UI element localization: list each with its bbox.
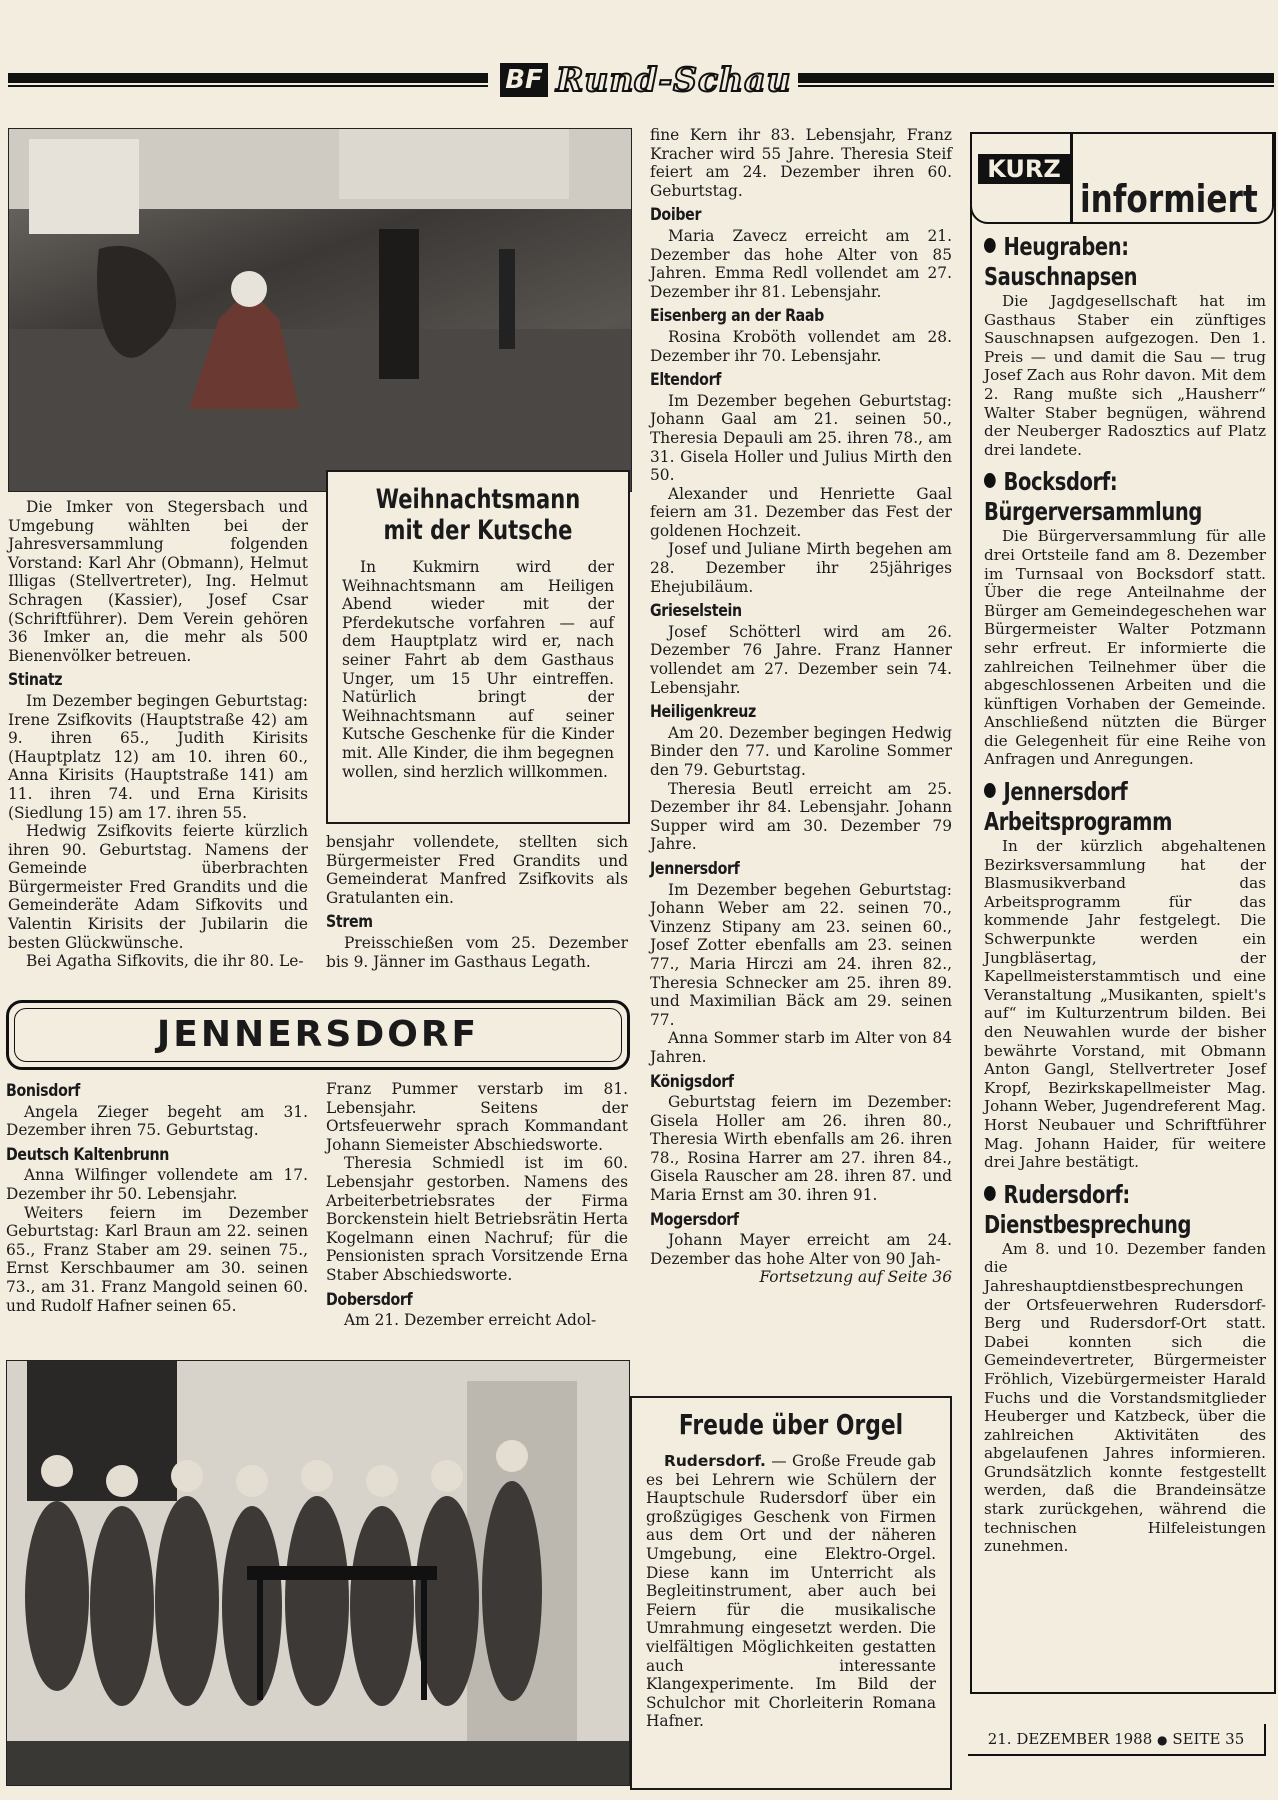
heading-doiber: Doiber <box>650 205 702 225</box>
heading-bonisdorf: Bonisdorf <box>6 1081 80 1100</box>
masthead-title: Rund-Schau <box>556 60 792 99</box>
kurz-item-heugraben-text: Die Jagdgesellschaft hat im Gasthaus Staber ein zünftiges Sauschnapsen aufgezogen. Den 1. Preis — und damit die Sau — trug Josef Zach aus Rohr davon. Mit dem 2. Rang mußte sich „Hausherr“ Walter Staber begnügen, während der Neuberger Radosztics auf Platz drei landete. <box>984 292 1266 459</box>
jennersdorf-banner <box>6 1000 630 1070</box>
stinatz-continuation: bensjahr vollendete, stellten sich Bürgermeister Fred Grandits und Gemeinderat Manfred Zsifkovits als Gratulanten ein. <box>326 833 628 907</box>
grieselstein-p: Josef Schötterl wird am 26. Dezember 76 Jahre. Franz Hanner vollendet am 27. Dezember sein 74. Lebensjahr. <box>650 622 952 697</box>
eltendorf-p2: Alexander und Henriette Gaal feiern am 31. Dezember das Fest der goldenen Hochzeit. <box>650 484 952 540</box>
orgel-title: Freude über Orgel <box>678 1408 904 1441</box>
bonisdorf-p: Angela Zieger begeht am 31. Dezember ihren 75. Geburtstag. <box>6 1102 308 1140</box>
eltendorf-p3: Josef und Juliane Mirth begehen am 28. Dezember ihr 25jähriges Ehejubiläum. <box>650 540 952 596</box>
col2b-p1: Franz Pummer verstarb im 81. Lebensjahr. Seitens der Ortsfeuerwehr sprach Kommandant Johann Siemeister Abschiedsworte. <box>326 1080 628 1154</box>
masthead-logo: BF <box>500 63 548 97</box>
orgel-box <box>630 1396 952 1790</box>
kurz-informiert-box <box>970 132 1276 1694</box>
dk-p1: Anna Wilfinger vollendete am 17. Dezember ihr 50. Lebensjahr. <box>6 1166 308 1203</box>
kurz-item-rudersdorf-h1-text: Rudersdorf: <box>1003 1179 1130 1209</box>
kurz-item-rudersdorf-h2: Dienstbesprechung <box>984 1209 1192 1239</box>
strem-p: Preisschießen vom 25. Dezember bis 9. Jänner im Gasthaus Legath. <box>326 933 628 971</box>
dobersdorf-p: Am 21. Dezember erreicht Adol- <box>344 1311 597 1330</box>
kurz-item-bocksdorf-h1-text: Bocksdorf: <box>1003 467 1118 497</box>
photo-schulchor-image <box>7 1361 629 1785</box>
heading-deutsch-kaltenbrunn: Deutsch Kaltenbrunn <box>6 1144 170 1164</box>
kurz-item-heugraben-h2: Sauschnapsen <box>984 262 1138 291</box>
jennersdorf-banner-text: JENNERSDORF <box>156 1014 480 1055</box>
heading-strem: Strem <box>326 912 373 932</box>
col2b-p2: Theresia Schmiedl ist im 60. Lebensjahr gestorben. Namens des Arbeiterbetriebsrates der Firma Borckenstein hielt Betriebsrätin Herta Kogelmann einen Nachruf; für die Pensionisten sprach Vorsitzende Erna Staber Abschiedsworte. <box>326 1154 628 1284</box>
heading-koenigsdorf: Königsdorf <box>650 1071 734 1091</box>
stinatz-p1: Im Dezember begingen Geburtstag: Irene Zsifkovits (Hauptstraße 42) am 9. ihren 65., Judith Kirisits (Hauptplatz 12) am 10. ihren 60., Anna Kirisits (Hauptstraße 141) am 11. ihren 74. und Erna Kirisits (Siedlung 15) am 17. ihren 55. <box>8 691 308 822</box>
kurz-item-jennersdorf-h1-text: Jennersdorf <box>1003 777 1128 807</box>
kurz-item-bocksdorf-h1 <box>984 467 1204 497</box>
jennersdorf-p1: Im Dezember begehen Geburtstag: Johann Weber am 22. seinen 70., Vinzenz Stipany am 23. seinen 60., Josef Zotter ebenfalls am 23. seinen 77., Maria Hirczi am 24. ihren 82., Theresia Schnecker am 25. ihren 89. und Maximilian Bäck am 29. seinen 77. <box>650 880 952 1029</box>
eisenberg-p: Rosina Kroböth vollendet am 28. Dezember ihr 70. Lebensjahr. <box>650 327 952 365</box>
bullet-icon <box>984 783 996 798</box>
bullet-icon <box>984 238 996 253</box>
heiligenkreuz-p1: Am 20. Dezember begingen Hedwig Binder den 77. und Karoline Sommer den 79. Geburtstag. <box>650 723 952 779</box>
eltendorf-p1: Im Dezember begehen Geburtstag: Johann Gaal am 21. seinen 50., Theresia Depauli am 25. ihren 78., am 31. Gisela Holler und Julius Mirth den 50. <box>650 391 952 485</box>
imker-intro: Die Imker von Stegersbach und Umgebung wählten bei der Jahresversammlung folgenden Vorstand: Karl Ahr (Obmann), Helmut Illigas (Stellvertreter), Ing. Helmut Schragen (Kassier), Josef Csar (Schriftführer). Dem Verein gehören 36 Imker an, die mehr als 500 Bienenvölker betreuen. <box>8 498 308 665</box>
footer-date: 21. DEZEMBER 1988 <box>987 1730 1153 1748</box>
heading-grieselstein: Grieselstein <box>650 601 742 621</box>
column-2-top <box>326 833 628 971</box>
photo-schulchor <box>6 1360 630 1786</box>
weihnachtsmann-title-1: Weihnachtsmann <box>375 484 581 515</box>
bullet-icon <box>984 1186 996 1201</box>
kurz-item-bocksdorf-h2: Bürgerversammlung <box>984 497 1202 527</box>
kurz-item-rudersdorf-text: Am 8. und 10. Dezember fanden die Jahreshauptdienstbesprechungen der Ortsfeuerwehren Rudersdorf-Berg und Rudersdorf-Ort statt. Dabei konnten sich die Gemeindevertreter, Bürgermeister Fröhlich, Vizebürgermeister Harald Fuchs und die Vorstandsmitglieder Heuberger und Katzbeck, über die zahlreichen Aktivitäten des abgelaufenen Jahres informieren. Grundsätzlich konnte festgestellt werden, daß die Brandeinsätze stark zurückgehen, während die technischen Hilfeleistungen zunehmen. <box>984 1239 1266 1556</box>
orgel-text <box>646 1452 936 1731</box>
doiber-p: Maria Zavecz erreicht am 21. Dezember das hohe Alter von 85 Jahren. Emma Redl vollendet am 27. Dezember ihr 81. Lebensjahr. <box>650 226 952 301</box>
bullet-icon <box>984 473 996 488</box>
kurz-item-bocksdorf-text: Die Bürgerversammlung für alle drei Ortsteile fand am 8. Dezember im Turnsaal von Bocksdorf statt. Über die rege Anteilnahme der Bürger am Gemeindegeschehen war Bürgermeister Walter Potzmann sehr erfreut. Er informierte die zahlreichen Teilnehmer über die abgeschlossenen Arbeiten und die künftigen Vorhaben der Gemeinde. Anschließend nützten die Bürger die Gelegenheit für eine Reihe von Anfragen und Anregungen. <box>984 527 1266 769</box>
kurz-item-rudersdorf <box>984 1180 1266 1556</box>
heading-eisenberg: Eisenberg an der Raab <box>650 306 824 326</box>
mogersdorf-p: Johann Mayer erreicht am 24. Dezember das hohe Alter von 90 Jah- <box>650 1231 952 1268</box>
masthead <box>8 60 1274 100</box>
weihnachtsmann-text: In Kukmirn wird der Weihnachtsmann am Heiligen Abend wieder mit der Pferdekutsche vorfahren — auf dem Hauptplatz wird er, nach seiner Fahrt ab dem Gasthaus Unger, um 15 Uhr eintreffen. Natürlich bringt der Weihnachtsmann auf seiner Kutsche Geschenke für die Kinder mit. Alle Kinder, die ihm begegnen wollen, sind herzlich willkommen. <box>342 558 614 781</box>
heading-eltendorf: Eltendorf <box>650 370 722 390</box>
kurz-item-jennersdorf-h2: Arbeitsprogramm <box>984 807 1173 837</box>
koenigsdorf-p: Geburtstag feiern im Dezember: Gisela Holler am 26. ihren 80., Theresia Wirth ebenfalls am 26. ihren 78., Rosina Harrer am 27. ihren 84., Gisela Rauscher am 28. ihren 87. und Maria Ernst am 30. ihren 91. <box>650 1093 952 1205</box>
kurz-item-rudersdorf-h1 <box>984 1180 1204 1210</box>
column-3 <box>650 126 952 1287</box>
kurz-item-bocksdorf <box>984 467 1266 769</box>
photo-weihnachtsmann <box>8 128 632 492</box>
col3-continuation: fine Kern ihr 83. Lebensjahr, Franz Kracher wird 55 Jahre. Theresia Steif feiert am 24. Dezember ihren 60. Geburtstag. <box>650 126 952 200</box>
orgel-text-body: — Große Freude gab es bei Lehrern wie Schülern der Hauptschule Rudersdorf über ein großzügiges Geschenk von Firmen aus dem Ort und der näheren Umgebung, eine Elektro-Orgel. Diese kann im Unterricht als Begleitinstrument, aber auch bei Feiern für die musikalische Umrahmung eingesetzt werden. Die vielfältigen Möglichkeiten gestatten auch interessante Klangexperimente. Im Bild der Schulchor mit Chorleiterin Romana Hafner. <box>646 1452 936 1731</box>
kurz-item-heugraben <box>984 232 1266 459</box>
informiert-label: informiert <box>1080 177 1258 221</box>
stinatz-p2: Hedwig Zsifkovits feierte kürzlich ihren 90. Geburtstag. Namens der Gemeinde überbrachten Bürgermeister Fred Grandits und die Gemeinderäte Adam Sifkovits und Valentin Kirisits der Jubilarin die besten Glückwünsche. <box>8 822 308 952</box>
footer-bullet-icon: ● <box>1157 1733 1168 1747</box>
orgel-text-lead: Rudersdorf. <box>664 1452 766 1470</box>
kurz-item-jennersdorf <box>984 777 1266 1172</box>
heading-dobersdorf: Dobersdorf <box>326 1289 413 1309</box>
heading-heiligenkreuz: Heiligenkreuz <box>650 702 756 722</box>
column-2-bottom <box>326 1080 628 1330</box>
column-1-top <box>8 498 308 971</box>
jennersdorf-p2: Anna Sommer starb im Alter von 84 Jahren. <box>650 1029 952 1066</box>
kurz-item-jennersdorf-text: In der kürzlich abgehaltenen Bezirksversammlung hat der Blasmusikverband das Arbeitsprogramm für das kommende Jahr festgelegt. Die Schwerpunkte werden ein Jungbläsertag, der Kapellmeisterstammtisch und eine Veranstaltung „Musikanten, spielt's auf“ im Kulturzentrum bilden. Bei den Neuwahlen wurde der bisher bewährte Vorstand, mit Obmann Anton Gangl, Stellvertreter Josef Kropf, Bezirkskapellmeister Mag. Johann Weber, Jugendreferent Mag. Horst Neubauer und Schriftführer Mag. Johann Haider, für weitere drei Jahre bestätigt. <box>984 837 1266 1172</box>
kurz-item-heugraben-h1-text: Heugraben: <box>1003 232 1129 261</box>
weihnachtsmann-title-2: mit der Kutsche <box>383 515 573 546</box>
kurz-item-jennersdorf-h1 <box>984 777 1204 807</box>
weihnachtsmann-box <box>326 470 630 824</box>
kurz-items <box>984 232 1266 1556</box>
fortsetzung-note[interactable]: Fortsetzung auf Seite 36 <box>759 1268 952 1287</box>
heading-stinatz: Stinatz <box>8 670 63 690</box>
heading-mogersdorf: Mogersdorf <box>650 1209 739 1229</box>
dk-p2: Weiters feiern im Dezember Geburtstag: Karl Braun am 22. seinen 65., Franz Staber am 29. seinen 75., Ernst Kerschbaumer am 30. seinen 73., am 31. Franz Mangold seinen 60. und Rudolf Hafner seinen 65. <box>6 1203 308 1315</box>
photo-weihnachtsmann-image <box>9 129 631 491</box>
stinatz-p3: Bei Agatha Sifkovits, die ihr 80. Le- <box>26 952 304 971</box>
kurz-item-heugraben-h1 <box>984 232 1204 262</box>
column-1-bottom <box>6 1082 308 1315</box>
footer-dateline <box>968 1724 1266 1756</box>
kurz-label: KURZ <box>978 154 1070 184</box>
footer-page: SEITE 35 <box>1172 1730 1245 1748</box>
heiligenkreuz-p2: Theresia Beutl erreicht am 25. Dezember ihr 84. Lebensjahr. Johann Supper wird am 30. Dezember 79 Jahre. <box>650 779 952 854</box>
heading-jennersdorf: Jennersdorf <box>650 858 740 878</box>
